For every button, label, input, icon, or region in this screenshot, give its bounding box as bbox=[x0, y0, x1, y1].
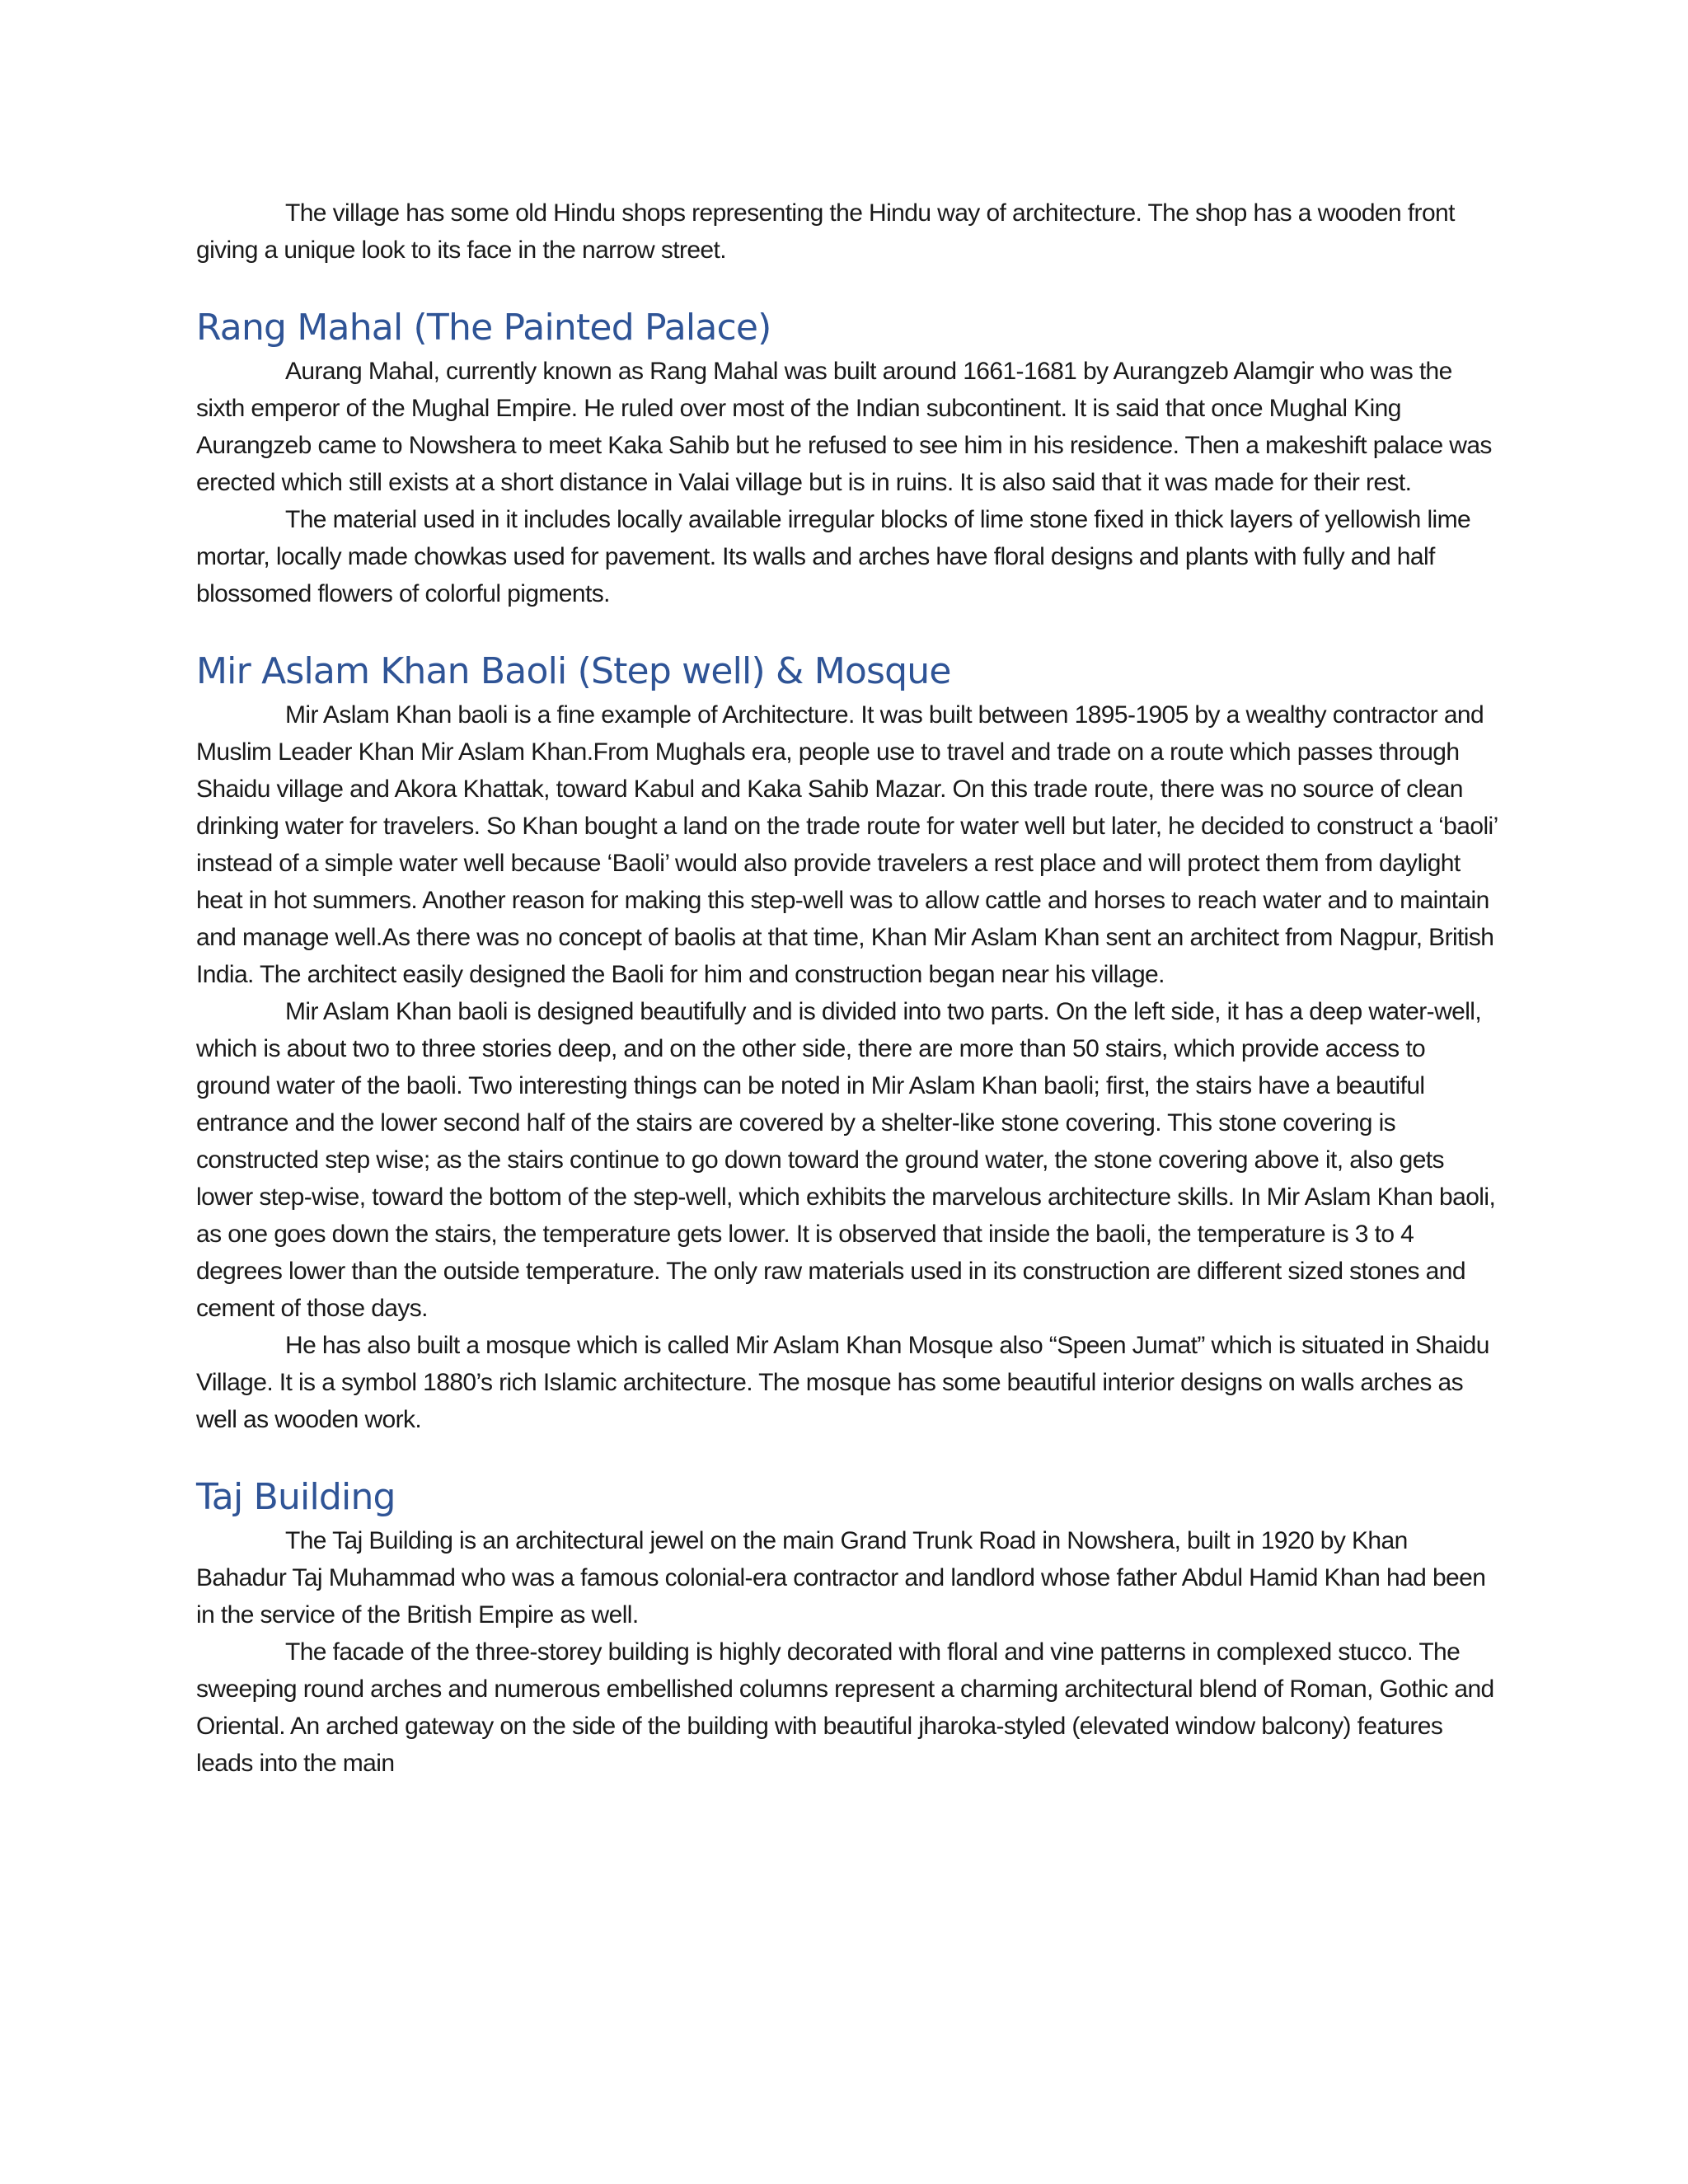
paragraph: The material used in it includes locally available irregular blocks of lime stone fixed in thick layers of yellowish lime mortar, locally made chowkas used for pavement. Its walls and arches have floral designs and plants with fully and half blossomed flowers of colorful pigments. bbox=[196, 506, 1471, 607]
section-rang-mahal bbox=[196, 305, 1498, 612]
paragraph: Mir Aslam Khan baoli is designed beautifully and is divided into two parts. On the left side, it has a deep water-well, which is about two to three stories deep, and on the other side, there are more than 50 stairs, which provide access to ground water of the baoli. Two interesting things can be noted in Mir Aslam Khan baoli; first, the stairs have a beautiful entrance and the lower second half of the stairs are covered by a shelter-like stone covering. This stone covering is constructed step wise; as the stairs continue to go down toward the ground water, the stone covering above it, also gets lower step-wise, toward the bottom of the step-well, which exhibits the marvelous architecture skills. In Mir Aslam Khan baoli, as one goes down the stairs, the temperature gets lower. It is observed that inside the baoli, the temperature is 3 to 4 degrees lower than the outside temperature. The only raw materials used in its construction are different sized stones and cement of those days. bbox=[196, 998, 1496, 1322]
section-heading: Rang Mahal (The Painted Palace) bbox=[196, 307, 771, 349]
section-heading: Mir Aslam Khan Baoli (Step well) & Mosque bbox=[196, 650, 951, 692]
paragraph: Aurang Mahal, currently known as Rang Mahal was built around 1661-1681 by Aurangzeb Alamgir who was the sixth emperor of the Mughal Empire. He ruled over most of the Indian subcontinent. It is said that once Mughal King Aurangzeb came to Nowshera to meet Kaka Sahib but he refused to see him in his residence. Then a makeshift palace was erected which still exists at a short distance in Valai village but is in ruins. It is also said that it was made for their rest. bbox=[196, 358, 1492, 496]
intro-paragraph: The village has some old Hindu shops representing the Hindu way of architecture. The shop has a wooden front giving a unique look to its face in the narrow street. bbox=[196, 199, 1455, 264]
paragraph: Mir Aslam Khan baoli is a fine example of Architecture. It was built between 1895-1905 by a wealthy contractor and Muslim Leader Khan Mir Aslam Khan.From Mughals era, people use to travel and trade on a route which passes through Shaidu village and Akora Khattak, toward Kabul and Kaka Sahib Mazar. On this trade route, there was no source of clean drinking water for travelers. So Khan bought a land on the trade route for water well but later, he decided to construct a ‘baoli’ instead of a simple water well because ‘Baoli’ would also provide travelers a rest place and will protect them from daylight heat in hot summers. Another reason for making this step-well was to allow cattle and horses to reach water and to maintain and manage well.As there was no concept of baolis at that time, Khan Mir Aslam Khan sent an architect from Nagpur, British India. The architect easily designed the Baoli for him and construction began near his village. bbox=[196, 701, 1498, 988]
document-page bbox=[196, 194, 1498, 1782]
section-heading: Taj Building bbox=[196, 1476, 396, 1518]
section-taj-building bbox=[196, 1474, 1498, 1782]
paragraph: The Taj Building is an architectural jewel on the main Grand Trunk Road in Nowshera, built in 1920 by Khan Bahadur Taj Muhammad who was a famous colonial-era contractor and landlord whose father Abdul Hamid Khan had been in the service of the British Empire as well. bbox=[196, 1527, 1486, 1629]
paragraph: The facade of the three-storey building is highly decorated with floral and vine patterns in complexed stucco. The sweeping round arches and numerous embellished columns represent a charming architectural blend of Roman, Gothic and Oriental. An arched gateway on the side of the building with beautiful jharoka-styled (elevated window balcony) features leads into the main bbox=[196, 1638, 1494, 1777]
section-mir-aslam-khan-baoli bbox=[196, 649, 1498, 1438]
paragraph: He has also built a mosque which is called Mir Aslam Khan Mosque also “Speen Jumat” which is situated in Shaidu Village. It is a symbol 1880’s rich Islamic architecture. The mosque has some beautiful interior designs on walls arches as well as wooden work. bbox=[196, 1332, 1489, 1433]
